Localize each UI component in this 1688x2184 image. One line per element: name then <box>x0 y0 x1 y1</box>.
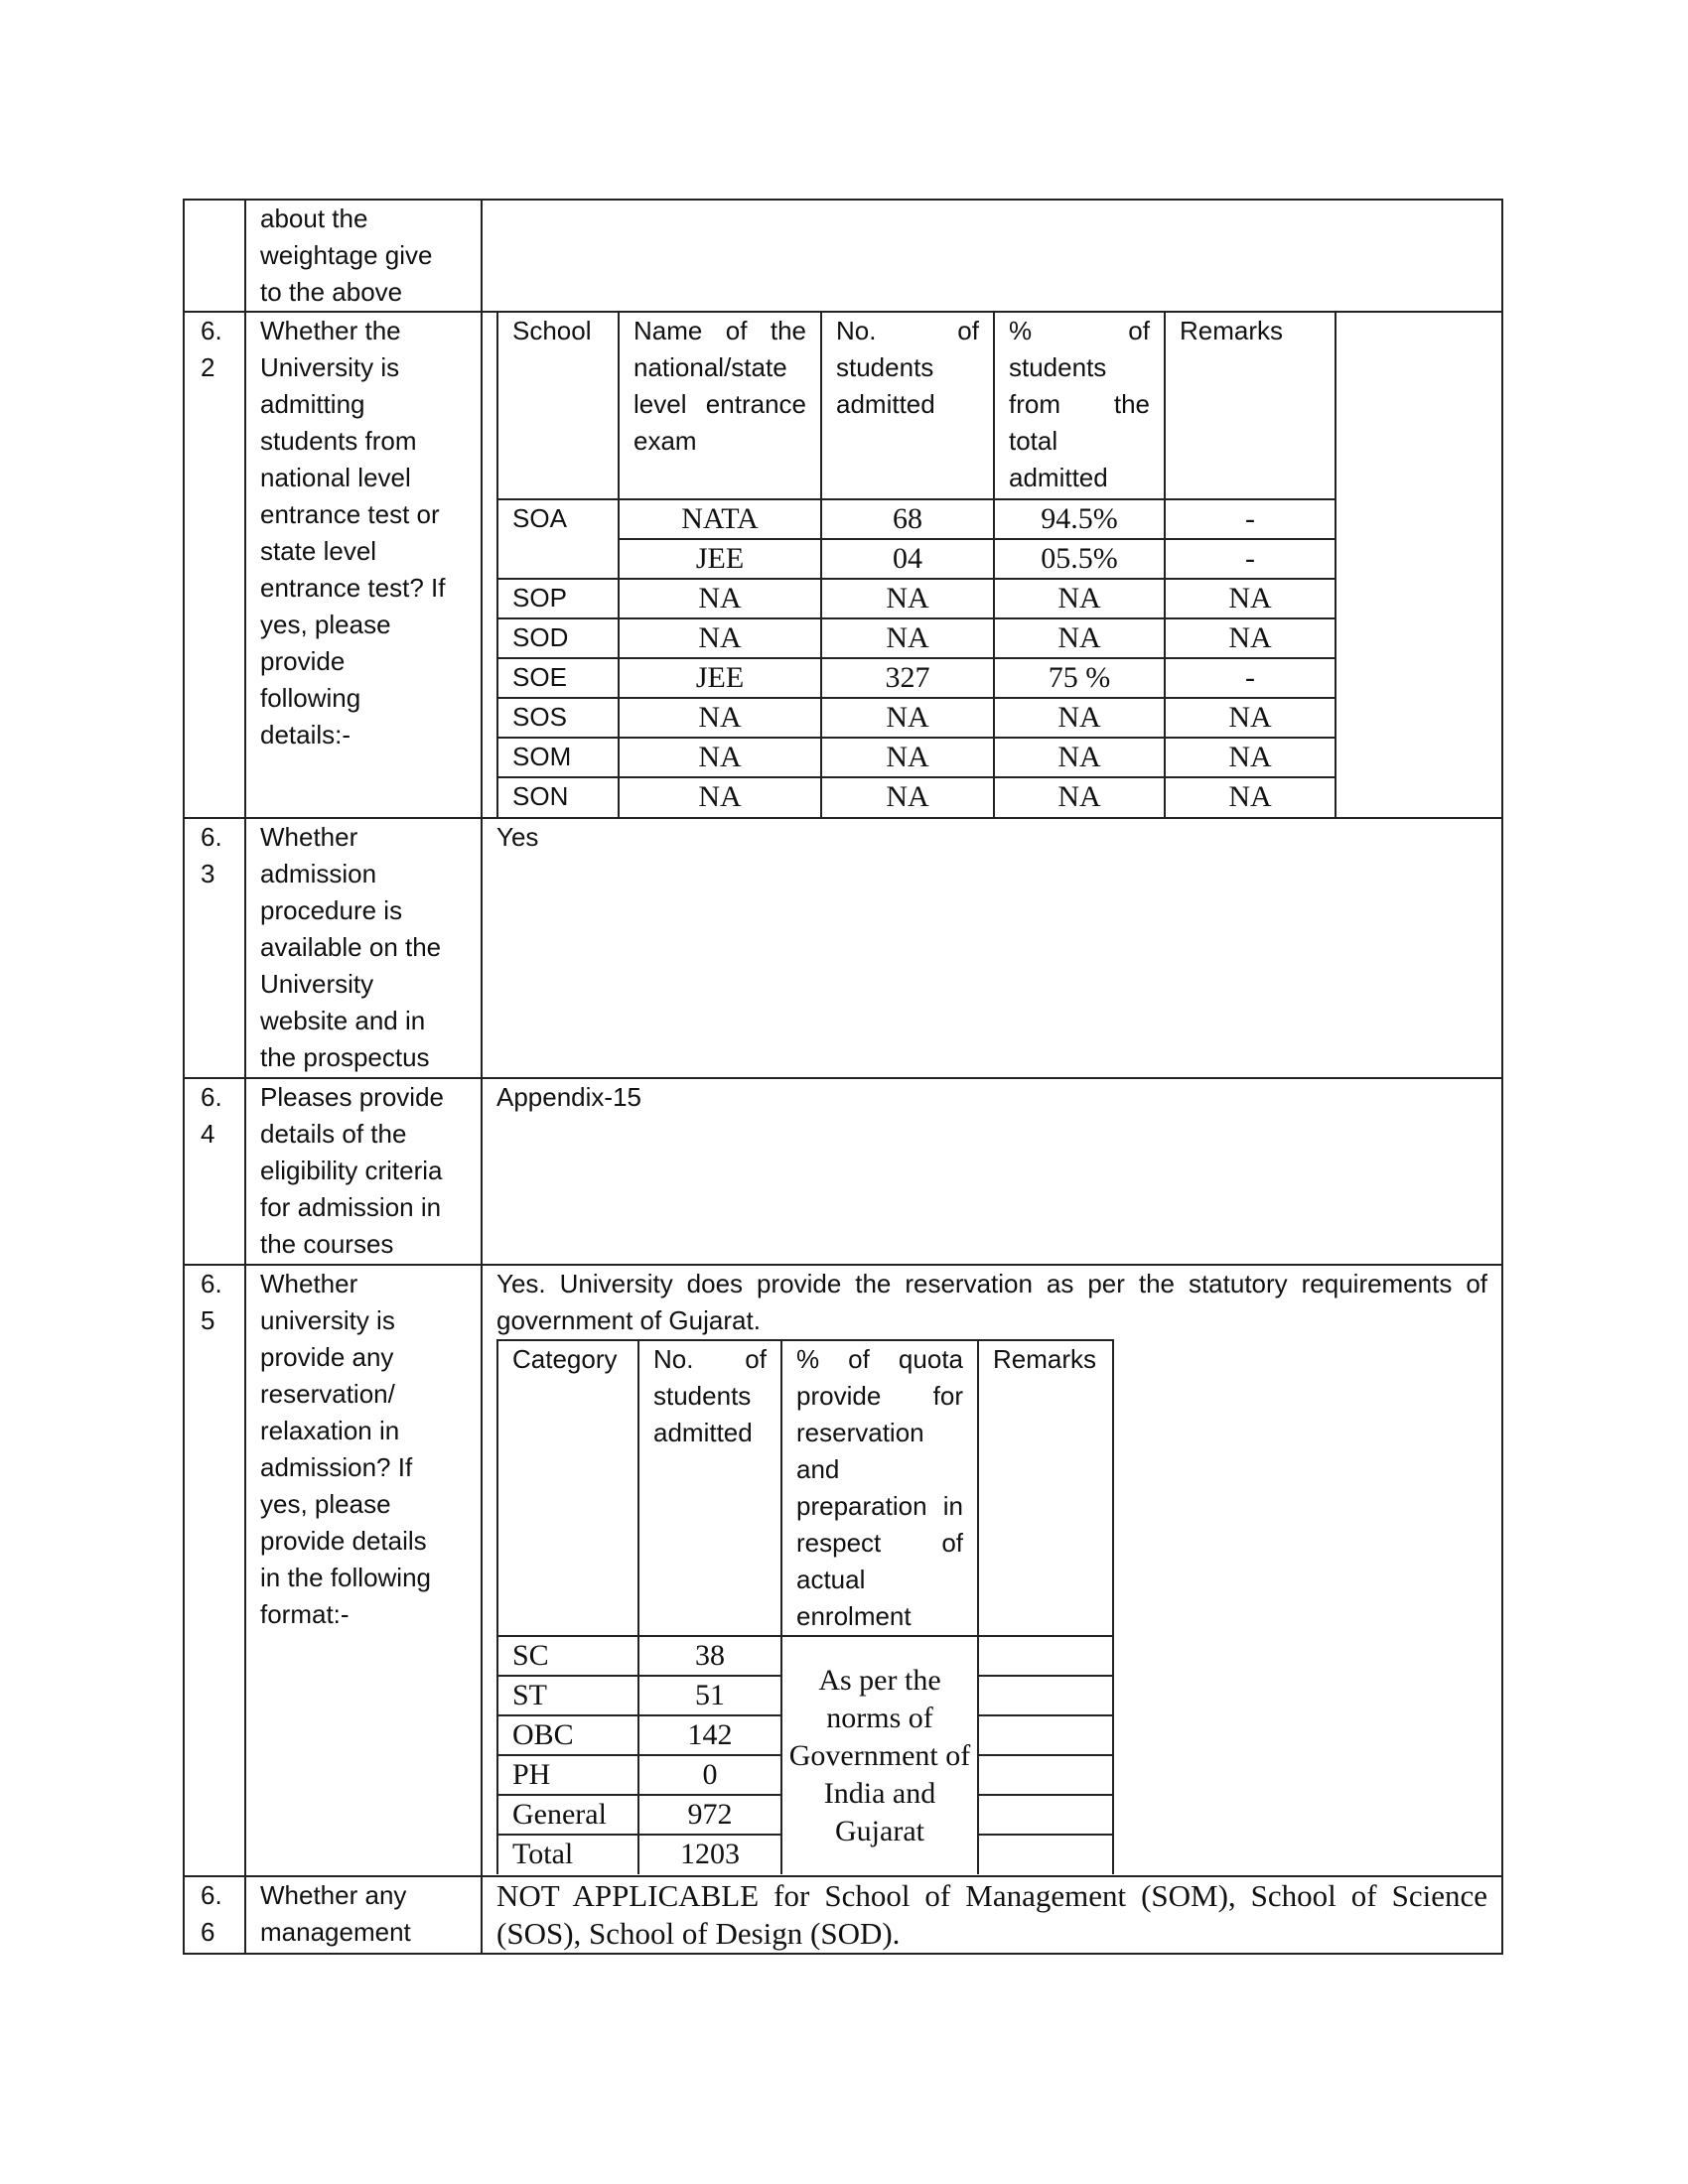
exam-cell: NATA <box>619 499 821 539</box>
admitted-cell: 1203 <box>638 1835 781 1874</box>
question-line: Whether <box>260 822 358 852</box>
question-line: website and in <box>260 1006 426 1035</box>
question-line: management <box>260 1917 411 1947</box>
answer-cell <box>482 1078 1502 1265</box>
question-line: Whether any <box>260 1880 407 1910</box>
question-line: admitting <box>260 389 365 419</box>
table-row <box>184 200 1502 312</box>
question-cell <box>245 312 482 818</box>
row-number: 6.6 <box>184 1876 245 1954</box>
question-line: provide details <box>260 1526 427 1556</box>
table-row <box>184 1078 1502 1265</box>
question-line: Whether <box>260 1269 358 1298</box>
school-cell: SOM <box>497 738 619 777</box>
question-line: entrance test? If <box>260 573 446 603</box>
question-line: national level <box>260 463 411 492</box>
category-cell: ST <box>497 1676 638 1715</box>
admitted-cell: NA <box>821 738 994 777</box>
category-cell: SC <box>497 1636 638 1676</box>
entrance-exam-table <box>496 313 1336 817</box>
percent-cell: 05.5% <box>994 539 1165 579</box>
table-row <box>184 1265 1502 1876</box>
question-line: students from <box>260 426 417 456</box>
admitted-cell: 142 <box>638 1715 781 1755</box>
category-cell: OBC <box>497 1715 638 1755</box>
question-line: to the above <box>260 277 403 307</box>
percent-cell: 94.5% <box>994 499 1165 539</box>
admitted-cell: 0 <box>638 1755 781 1795</box>
answer-cell <box>482 312 1502 818</box>
table-row <box>184 1876 1502 1954</box>
question-line: yes, please <box>260 610 391 639</box>
remarks-cell <box>978 1636 1113 1676</box>
question-line: Whether the <box>260 316 401 345</box>
row-number <box>184 200 245 312</box>
question-line: procedure is <box>260 895 403 925</box>
school-cell: SOP <box>497 579 619 618</box>
question-line: format:- <box>260 1599 350 1629</box>
row-number: 6.4 <box>184 1078 245 1265</box>
percent-cell: NA <box>994 777 1165 817</box>
question-line: yes, please <box>260 1489 391 1519</box>
admitted-cell: NA <box>821 579 994 618</box>
question-line: provide <box>260 646 346 676</box>
school-cell: SOE <box>497 658 619 698</box>
table-row <box>497 539 1336 579</box>
remarks-cell <box>978 1676 1113 1715</box>
school-cell: SOA <box>497 499 619 579</box>
table-row <box>184 312 1502 818</box>
table-row <box>497 579 1336 618</box>
table-row <box>497 698 1336 738</box>
table-row <box>497 738 1336 777</box>
question-line: provide any <box>260 1342 394 1372</box>
admitted-cell: NA <box>821 777 994 817</box>
question-line: University is <box>260 352 400 382</box>
exam-cell: NA <box>619 738 821 777</box>
percent-cell: NA <box>994 618 1165 658</box>
exam-cell: JEE <box>619 658 821 698</box>
question-line: admission? If <box>260 1452 413 1482</box>
admitted-cell: 68 <box>821 499 994 539</box>
row-number: 6.5 <box>184 1265 245 1876</box>
question-line: state level <box>260 536 377 566</box>
question-line: details:- <box>260 720 352 750</box>
answer-cell <box>482 200 1502 312</box>
question-cell <box>245 818 482 1078</box>
table-header-row <box>497 1340 1113 1636</box>
question-line: weightage give <box>260 240 433 270</box>
percent-cell: NA <box>994 738 1165 777</box>
header-category: Category <box>497 1340 638 1636</box>
question-line: entrance test or <box>260 499 440 529</box>
remarks-cell <box>978 1715 1113 1755</box>
question-line: available on the <box>260 932 442 962</box>
school-cell: SON <box>497 777 619 817</box>
quota-note-cell <box>781 1636 978 1874</box>
header-quota: % of quota provide for reservation and preparation in respect of actual enrolment <box>781 1340 978 1636</box>
question-line: in the following <box>260 1563 431 1592</box>
remarks-cell: NA <box>1165 777 1336 817</box>
remarks-cell: NA <box>1165 618 1336 658</box>
document-table <box>183 199 1503 1955</box>
exam-cell: NA <box>619 777 821 817</box>
answer-text: Appendix-15 <box>496 1082 641 1112</box>
remarks-cell <box>978 1835 1113 1874</box>
reservation-table <box>496 1339 1114 1874</box>
admitted-cell: 327 <box>821 658 994 698</box>
header-school: School <box>497 313 619 499</box>
question-line: reservation/ <box>260 1379 395 1409</box>
question-line: for admission in <box>260 1192 442 1222</box>
remarks-cell: - <box>1165 658 1336 698</box>
percent-cell: 75 % <box>994 658 1165 698</box>
remarks-cell <box>978 1755 1113 1795</box>
table-row <box>497 1636 1113 1676</box>
question-line: eligibility criteria <box>260 1156 443 1185</box>
remarks-cell: - <box>1165 539 1336 579</box>
answer-text: NOT APPLICABLE for School of Management (SOM), School of Science (SOS), School of Design (SOD). <box>496 1878 1487 1951</box>
exam-cell: JEE <box>619 539 821 579</box>
admitted-cell: NA <box>821 618 994 658</box>
answer-text: Yes <box>496 822 539 852</box>
header-students-admitted: No. of students admitted <box>821 313 994 499</box>
remarks-cell <box>978 1795 1113 1835</box>
admitted-cell: NA <box>821 698 994 738</box>
admitted-cell: 51 <box>638 1676 781 1715</box>
question-line: about the <box>260 204 368 233</box>
reservation-statement: Yes. University does provide the reservation as per the statutory requirements of government of Gujarat. <box>496 1269 1487 1335</box>
question-line: University <box>260 969 374 999</box>
question-line: the prospectus <box>260 1042 430 1072</box>
question-line: admission <box>260 859 377 888</box>
header-remarks: Remarks <box>978 1340 1113 1636</box>
question-cell <box>245 1078 482 1265</box>
question-line: relaxation in <box>260 1416 400 1445</box>
table-row <box>497 618 1336 658</box>
header-students-admitted: No. of students admitted <box>638 1340 781 1636</box>
admitted-cell: 38 <box>638 1636 781 1676</box>
quota-note: As per the norms of Government of India and Gujarat <box>788 1663 971 1847</box>
exam-cell: NA <box>619 618 821 658</box>
table-header-row <box>497 313 1336 499</box>
question-line: following <box>260 683 361 713</box>
percent-cell: NA <box>994 698 1165 738</box>
table-row <box>184 818 1502 1078</box>
row-number: 6.3 <box>184 818 245 1078</box>
table-row <box>497 499 1336 539</box>
question-cell <box>245 1265 482 1876</box>
school-cell: SOS <box>497 698 619 738</box>
header-exam-name: Name of the national/state level entrance exam <box>619 313 821 499</box>
category-cell: PH <box>497 1755 638 1795</box>
question-line: Pleases provide <box>260 1082 444 1112</box>
table-row <box>497 658 1336 698</box>
question-cell <box>245 200 482 312</box>
remarks-cell: NA <box>1165 698 1336 738</box>
row-number: 6.2 <box>184 312 245 818</box>
remarks-cell: - <box>1165 499 1336 539</box>
question-cell <box>245 1876 482 1954</box>
question-line: the courses <box>260 1229 394 1259</box>
answer-cell <box>482 818 1502 1078</box>
category-cell: Total <box>497 1835 638 1874</box>
admitted-cell: 972 <box>638 1795 781 1835</box>
header-remarks: Remarks <box>1165 313 1336 499</box>
answer-cell <box>482 1265 1502 1876</box>
question-line: university is <box>260 1305 395 1335</box>
remarks-cell: NA <box>1165 738 1336 777</box>
table-row <box>497 777 1336 817</box>
exam-cell: NA <box>619 579 821 618</box>
percent-cell: NA <box>994 579 1165 618</box>
answer-cell <box>482 1876 1502 1954</box>
admitted-cell: 04 <box>821 539 994 579</box>
header-percent-students: % of students from the total admitted <box>994 313 1165 499</box>
exam-cell: NA <box>619 698 821 738</box>
category-cell: General <box>497 1795 638 1835</box>
remarks-cell: NA <box>1165 579 1336 618</box>
question-line: details of the <box>260 1119 407 1149</box>
school-cell: SOD <box>497 618 619 658</box>
